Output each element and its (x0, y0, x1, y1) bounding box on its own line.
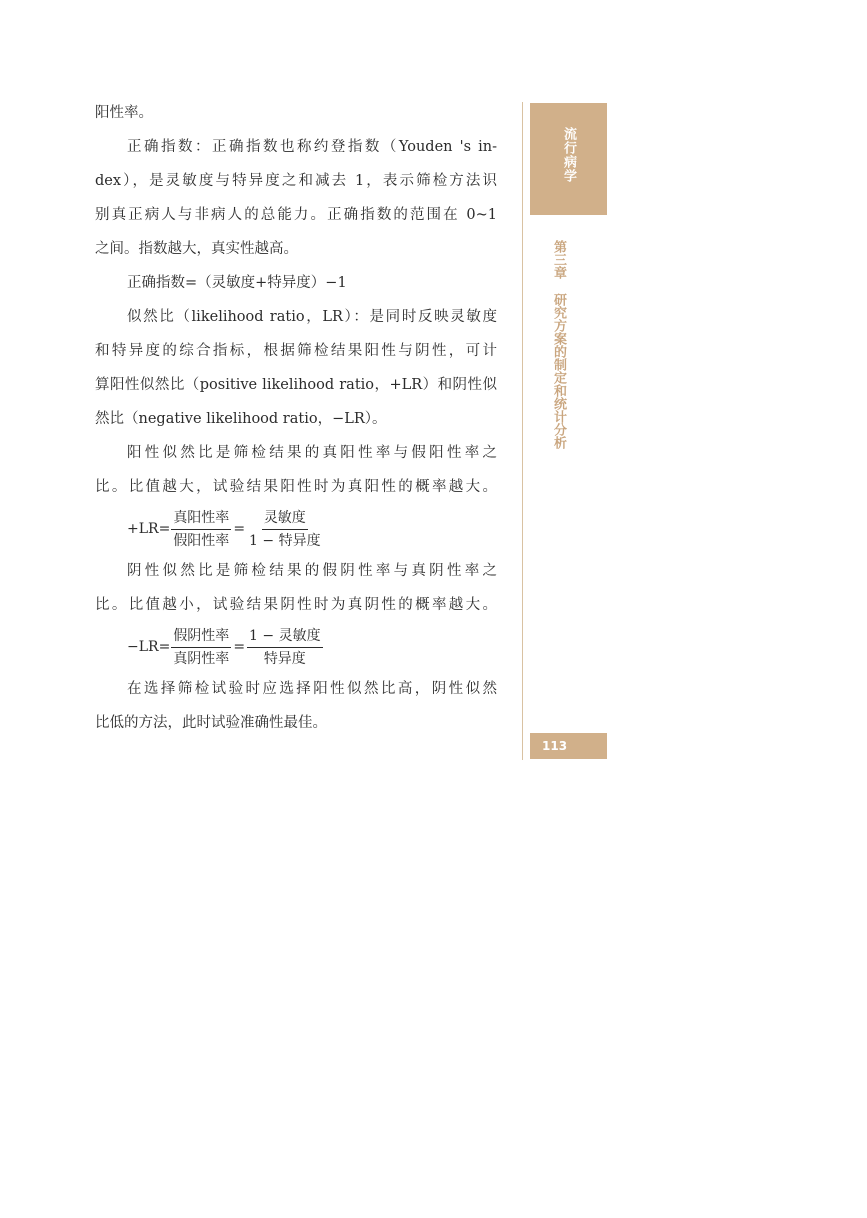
paragraph-line: 阳性似然比是筛检结果的真阳性率与假阳性率之 (127, 445, 497, 461)
book-title: 流行病学 (561, 127, 576, 183)
chapter-number: 第三章 (551, 240, 566, 279)
paragraph-line: 然比（negative likelihood ratio，−LR）。 (95, 411, 387, 427)
equals-sign: = (233, 639, 246, 655)
formula-lhs: +LR= (127, 521, 171, 537)
fraction (247, 509, 323, 550)
fraction-numerator: 灵敏度 (262, 509, 308, 530)
paragraph-line: 算阳性似然比（positive likelihood ratio，+LR）和阴性似 (95, 377, 497, 393)
paragraph-line: 正确指数：正确指数也称约登指数（Youden 's in- (127, 139, 497, 155)
paragraph-line: 之间。指数越大，真实性越高。 (95, 241, 298, 257)
fraction-denominator: 1 − 特异度 (249, 532, 321, 549)
fraction-denominator: 真阴性率 (173, 650, 230, 667)
body-text-column (95, 96, 497, 740)
paragraph-line: 比。比值越小，试验结果阴性时为真阴性的概率越大。 (95, 597, 497, 613)
formula-positive-lr (95, 504, 497, 554)
chapter-title: 研究方案的制定和统计分析 (551, 293, 566, 449)
book-title-tab (530, 103, 607, 215)
fraction-numerator: 1 − 灵敏度 (247, 627, 323, 648)
chapter-heading (552, 240, 565, 449)
paragraph-line: 比。比值越大，试验结果阳性时为真阳性的概率越大。 (95, 479, 497, 495)
fraction (171, 509, 231, 550)
paragraph-line: 阳性率。 (95, 105, 153, 121)
equals-sign: = (233, 521, 246, 537)
margin-divider (522, 102, 523, 760)
formula-lhs: −LR= (127, 639, 171, 655)
paragraph-line: 比低的方法，此时试验准确性最佳。 (95, 715, 327, 731)
paragraph-line: 别真正病人与非病人的总能力。正确指数的范围在 0~1 (95, 207, 497, 223)
paragraph-line: 阴性似然比是筛检结果的假阴性率与真阴性率之 (127, 563, 497, 579)
paragraph-line: dex），是灵敏度与特异度之和减去 1，表示筛检方法识 (95, 173, 497, 189)
paragraph-line: 在选择筛检试验时应选择阳性似然比高，阴性似然 (127, 681, 497, 697)
fraction-numerator: 假阴性率 (171, 627, 231, 648)
fraction (171, 627, 231, 668)
formula-youden-index: 正确指数=（灵敏度+特异度）−1 (127, 275, 347, 291)
page-number: 113 (530, 733, 607, 759)
paragraph-line: 似然比（likelihood ratio，LR）：是同时反映灵敏度 (127, 309, 497, 325)
fraction (247, 627, 323, 668)
fraction-numerator: 真阳性率 (171, 509, 231, 530)
formula-negative-lr (95, 622, 497, 672)
fraction-denominator: 特异度 (263, 650, 306, 667)
paragraph-line: 和特异度的综合指标，根据筛检结果阳性与阴性，可计 (95, 343, 497, 359)
fraction-denominator: 假阳性率 (173, 532, 230, 549)
